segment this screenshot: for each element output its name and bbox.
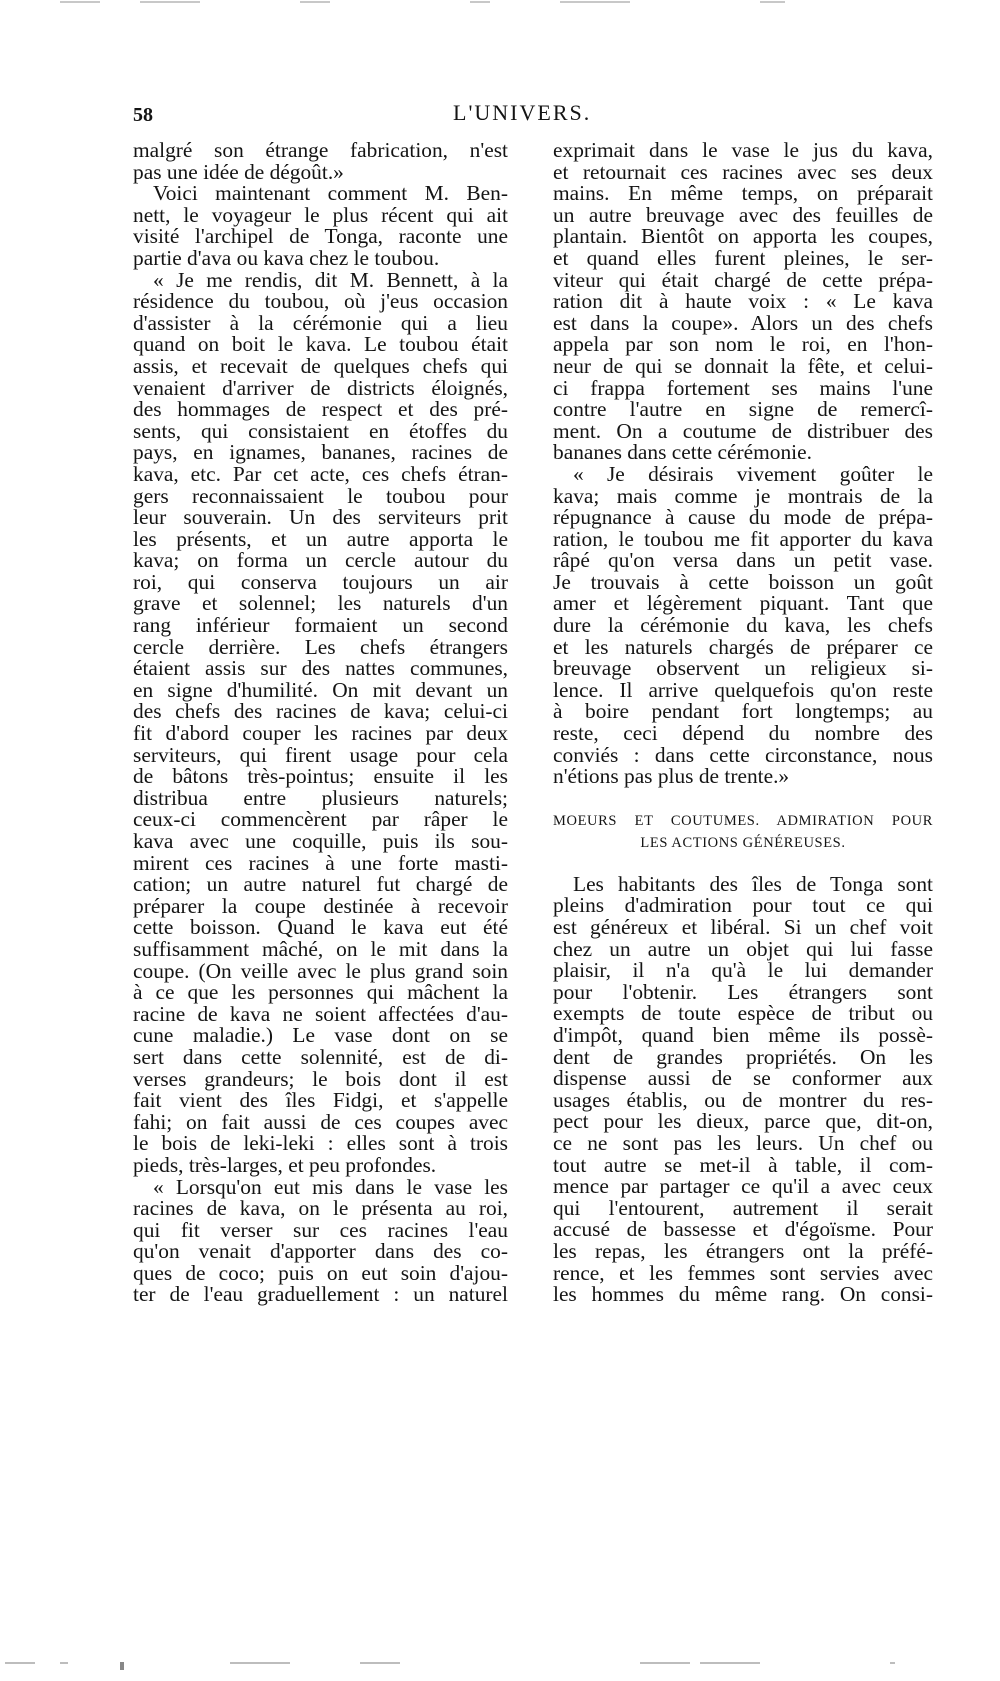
text-line: mence par partager ce qu'il a avec ceux [553, 1174, 933, 1199]
paragraph-start: « Je désirais vivement goûter le [573, 461, 933, 486]
paragraph-start: « Je me rendis, dit M. Bennett, à la [153, 267, 508, 292]
text-line: distribua entre plusieurs naturels; [133, 785, 508, 810]
text-line: visité l'archipel de Tonga, raconte une [133, 224, 508, 249]
text-line: assis, et recevait de quelques chefs qui [133, 353, 508, 378]
text-line: ration, le toubou me fit apporter du kava [553, 526, 933, 551]
text-line: quand on boit le kava. Le toubou était [133, 332, 508, 357]
section-heading-line: MOEURS ET COUTUMES. ADMIRATION POUR [553, 812, 933, 829]
text-line: leur souverain. Un des serviteurs prit [133, 505, 508, 530]
text-line: est généreux et libéral. Si un chef voit [553, 915, 933, 939]
paragraph-start: Les habitants des îles de Tonga sont [573, 871, 933, 896]
text-line: accusé de bassesse et d'égoïsme. Pour [553, 1217, 933, 1242]
paragraph-start: Voici maintenant comment M. Ben- [153, 181, 508, 206]
text-line: et retournait ces racines avec ses deux [553, 159, 933, 184]
text-line: ci frappa fortement ses mains l'une [553, 375, 933, 400]
text-line: verses grandeurs; le bois dont il est [133, 1066, 508, 1091]
text-line: résidence du toubou, où j'eus occasion [133, 289, 508, 314]
text-line: mirent ces racines à une forte masti- [133, 850, 508, 875]
text-line: partie d'ava ou kava chez le toubou. [133, 245, 440, 270]
text-line: kava, etc. Par cet acte, ces chefs étran- [133, 461, 508, 486]
section-heading [553, 810, 933, 854]
text-line: qui l'entourent, autrement il serait [553, 1195, 933, 1220]
text-line: qu'on venait d'apporter dans des co- [133, 1239, 508, 1264]
text-line: tout autre se met-il à table, il com- [553, 1152, 933, 1177]
text-line: racine de kava ne soient affectées d'au- [133, 1001, 508, 1026]
text-line: d'impôt, quand bien même ils possè- [553, 1022, 933, 1047]
text-line: roi, qui conserva toujours un air [133, 569, 508, 594]
text-line: reste, ceci dépend du nombre des [553, 721, 933, 746]
text-line: exempts de toute espèce de tribut ou [553, 1001, 933, 1026]
scan-artifact-top [0, 0, 1000, 5]
right-column [553, 140, 933, 1306]
text-line: fahi; on fait aussi de ces coupes avec [133, 1109, 508, 1134]
text-line: dent de grandes propriétés. On les [553, 1044, 933, 1069]
text-line: nett, le voyageur le plus récent qui ait [133, 202, 508, 227]
text-line: serviteurs, qui firent usage pour cela [133, 742, 508, 767]
text-line: ceux-ci commencèrent par râper le [133, 807, 508, 832]
text-line: suffisamment mâché, on le mit dans la [133, 936, 508, 961]
text-line: les hommes du même rang. On consi- [553, 1282, 933, 1307]
text-line: bananes dans cette cérémonie. [553, 440, 812, 465]
text-line: sert dans cette solennité, est de di- [133, 1044, 508, 1069]
text-line: contre l'autre en signe de remercî- [553, 397, 933, 422]
text-line: grave et solennel; les naturels d'un [133, 591, 508, 616]
text-line: ce ne sont pas les leurs. Un chef ou [553, 1130, 933, 1155]
text-line: rang inférieur formaient un second [133, 613, 508, 638]
text-line: des chefs des racines de kava; celui-ci [133, 699, 508, 724]
text-line: Je trouvais à cette boisson un goût [553, 569, 933, 594]
text-line: coupe. (On veille avec le plus grand soin [133, 958, 508, 983]
text-line: gers reconnaissaient le toubou pour [133, 483, 508, 508]
text-line: ques de coco; puis on eut soin d'ajou- [133, 1260, 508, 1285]
text-line: dispense aussi de se conformer aux [553, 1066, 933, 1091]
text-line: étaient assis sur des nattes communes, [133, 656, 508, 681]
text-line: kava; mais comme je montrais de la [553, 483, 933, 508]
text-line: plaisir, il n'a qu'à le lui demander [553, 958, 933, 983]
text-line: venaient d'arriver de districts éloignés, [133, 375, 508, 400]
text-line: conviés : dans cette circonstance, nous [553, 742, 933, 767]
text-line: mains. En même temps, on préparait [553, 181, 933, 206]
text-line: cercle derrière. Les chefs étrangers [133, 634, 508, 659]
text-line: kava; on forma un cercle autour du [133, 548, 508, 573]
text-line: n'étions pas plus de trente.» [553, 764, 790, 789]
text-line: ter de l'eau graduellement : un naturel [133, 1282, 508, 1307]
text-line: et les naturels chargés de préparer ce [553, 634, 933, 659]
text-line: lence. Il arrive quelquefois qu'on reste [553, 677, 933, 702]
text-line: cune maladie.) Le vase dont on se [133, 1023, 508, 1048]
text-line: répugnance à cause du mode de prépa- [553, 505, 933, 530]
text-line: fit d'abord couper les racines par deux [133, 721, 508, 746]
text-line: rence, et les femmes sont servies avec [553, 1260, 933, 1285]
text-line: les repas, les étrangers ont la préfé- [553, 1238, 933, 1263]
text-line: cation; un autre naturel fut chargé de [133, 872, 508, 897]
text-line: en signe d'humilité. On mit devant un [133, 677, 508, 702]
text-line: sents, qui consistaient en étoffes du [133, 418, 508, 443]
text-line: ment. On a coutume de distribuer des [553, 418, 933, 443]
text-line: d'assister à la cérémonie qui a lieu [133, 310, 508, 335]
text-line: exprimait dans le vase le jus du kava, [553, 138, 933, 162]
text-line: pas une idée de dégoût.» [133, 159, 344, 184]
page-number: 58 [133, 104, 153, 126]
text-line: râpé qu'on versa dans un petit vase. [553, 548, 933, 573]
text-line: cette boisson. Quand le kava eut été [133, 915, 508, 940]
text-line: racines de kava, on le présenta au roi, [133, 1196, 508, 1221]
text-line: pect pour les dieux, parce que, dit-on, [553, 1109, 933, 1134]
text-line: est dans la coupe». Alors un des chefs [553, 310, 933, 335]
text-line: un autre breuvage avec des feuilles de [553, 202, 933, 227]
text-line: les présents, et un autre apporta le [133, 526, 508, 551]
text-line: kava avec une coquille, puis ils sou- [133, 829, 508, 853]
page-header [133, 100, 933, 130]
text-line: pays, en ignames, bananes, racines de [133, 440, 508, 465]
text-line: dure la cérémonie du kava, les chefs [553, 613, 933, 638]
text-line: préparer la coupe destinée à recevoir [133, 893, 508, 918]
text-line: usages établis, ou de montrer du res- [553, 1087, 933, 1112]
section-heading-line: LES ACTIONS GÉNÉREUSES. [640, 834, 846, 851]
text-line: à ce que les personnes qui mâchent la [133, 980, 508, 1005]
text-line: des hommages de respect et des pré- [133, 397, 508, 422]
text-line: pieds, très-larges, et peu profondes. [133, 1152, 437, 1177]
running-title: L'UNIVERS. [453, 100, 592, 125]
text-line: ration dit à haute voix : « Le kava [553, 289, 933, 314]
left-column [133, 140, 508, 1306]
text-line: le bois de leki-leki : elles sont à trois [133, 1131, 508, 1156]
text-line: appela par son nom le roi, en l'hon- [553, 332, 933, 357]
text-line: malgré son étrange fabrication, n'est [133, 138, 508, 162]
text-line: amer et légèrement piquant. Tant que [553, 591, 933, 616]
text-line: viteur qui était chargé de cette prépa- [553, 267, 933, 292]
text-line: de bâtons très-pointus; ensuite il les [133, 764, 508, 789]
text-line: à boire pendant fort longtemps; au [553, 699, 933, 724]
paragraph-start: « Lorsqu'on eut mis dans le vase les [153, 1174, 508, 1199]
text-line: neur de qui se donnait la fête, et celui- [553, 353, 933, 378]
text-line: chez un autre un objet qui lui fasse [553, 936, 933, 961]
text-line: breuvage observent un religieux si- [553, 656, 933, 681]
text-line: pleins d'admiration pour tout ce qui [553, 893, 933, 918]
text-line: et quand elles furent pleines, le ser- [553, 245, 933, 270]
text-line: qui fit verser sur ces racines l'eau [133, 1217, 508, 1242]
scan-artifact-bottom [0, 1662, 1000, 1666]
text-line: plantain. Bientôt on apporta les coupes, [553, 224, 933, 249]
text-line: fait vient des îles Fidgi, et s'appelle [133, 1088, 508, 1113]
text-line: pour l'obtenir. Les étrangers sont [553, 979, 933, 1004]
